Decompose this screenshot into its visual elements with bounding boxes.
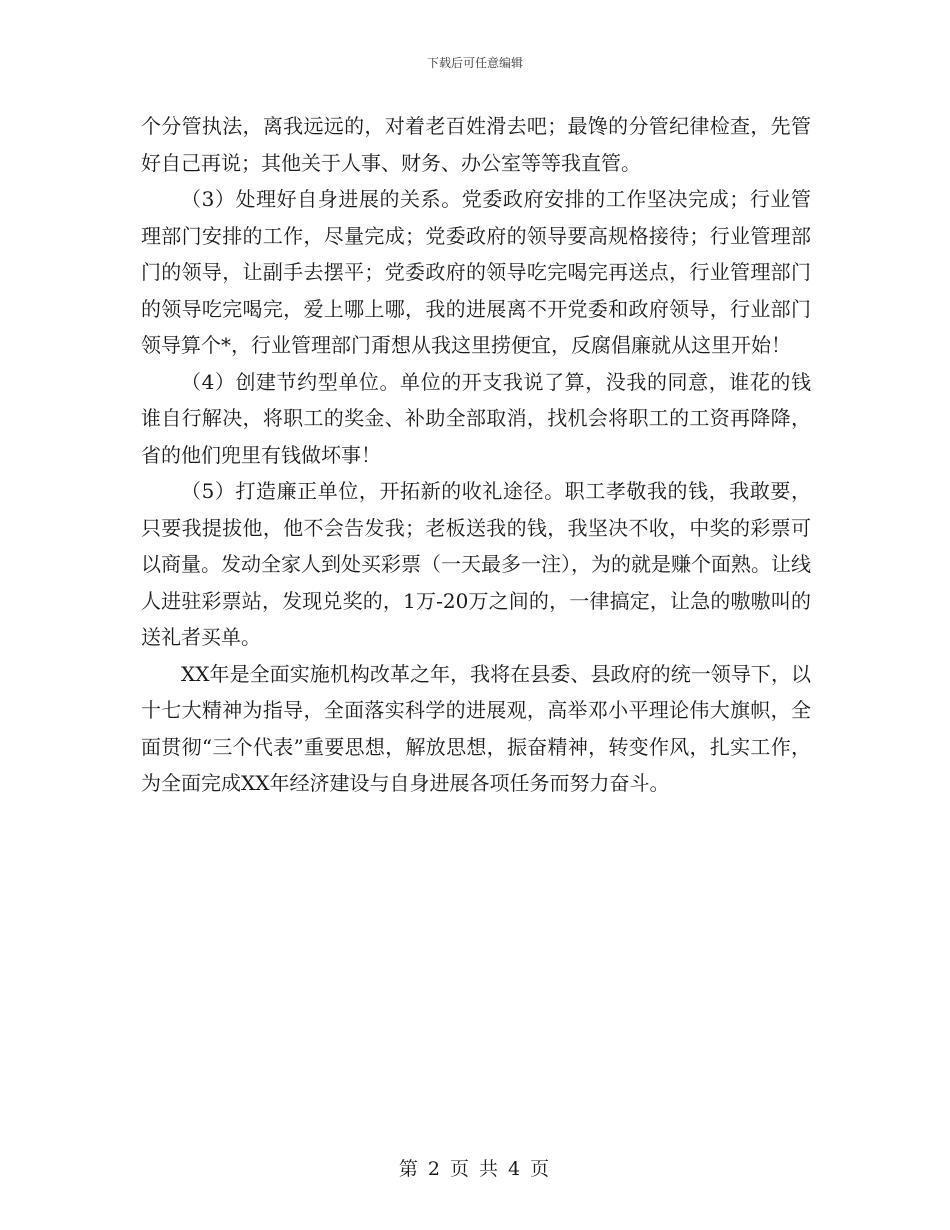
page-number-footer: 第 2 页 共 4 页 xyxy=(398,1158,552,1180)
page-header: 下载后可任意编辑 xyxy=(426,56,523,70)
document-body xyxy=(141,108,811,802)
paragraph-conclusion: XX年是全面实施机构改革之年，我将在县委、县政府的统一领导下，以十七大精神为指导，全面落实科学的进展观，高举邓小平理论伟大旗帜，全面贯彻“三个代表”重要思想，解放思想，振奋精神，转变作风，扎实工作，为全面完成XX年经济建设与自身进展各项任务而努力奋斗。 xyxy=(141,661,811,795)
paragraph-item-4: （4）创建节约型单位。单位的开支我说了算，没我的同意，谁花的钱谁自行解决，将职工的奖金、补助全部取消，找机会将职工的工资再降降，省的他们兜里有钱做坏事！ xyxy=(141,369,811,467)
paragraph-item-3: （3）处理好自身进展的关系。党委政府安排的工作坚决完成；行业管理部门安排的工作，尽量完成；党委政府的领导要高规格接待；行业管理部门的领导，让副手去摆平；党委政府的领导吃完喝完再送点，行业管理部门的领导吃完喝完，爱上哪上哪，我的进展离不开党委和政府领导，行业部门领导算个*，行业管理部门甭想从我这里捞便宜，反腐倡廉就从这里开始！ xyxy=(141,187,811,357)
paragraph-continuation: 个分管执法，离我远远的，对着老百姓滑去吧；最馋的分管纪律检查，先管好自己再说；其他关于人事、财务、办公室等等我直管。 xyxy=(141,114,811,175)
paragraph-item-5: （5）打造廉正单位，开拓新的收礼途径。职工孝敬我的钱，我敢要，只要我提拔他，他不会告发我；老板送我的钱，我坚决不收，中奖的彩票可以商量。发动全家人到处买彩票（一天最多一注），为的就是赚个面熟。让线人进驻彩票站，发现兑奖的，1万-20万之间的，一律搞定，让急的嗷嗷叫的送礼者买单。 xyxy=(141,479,811,649)
